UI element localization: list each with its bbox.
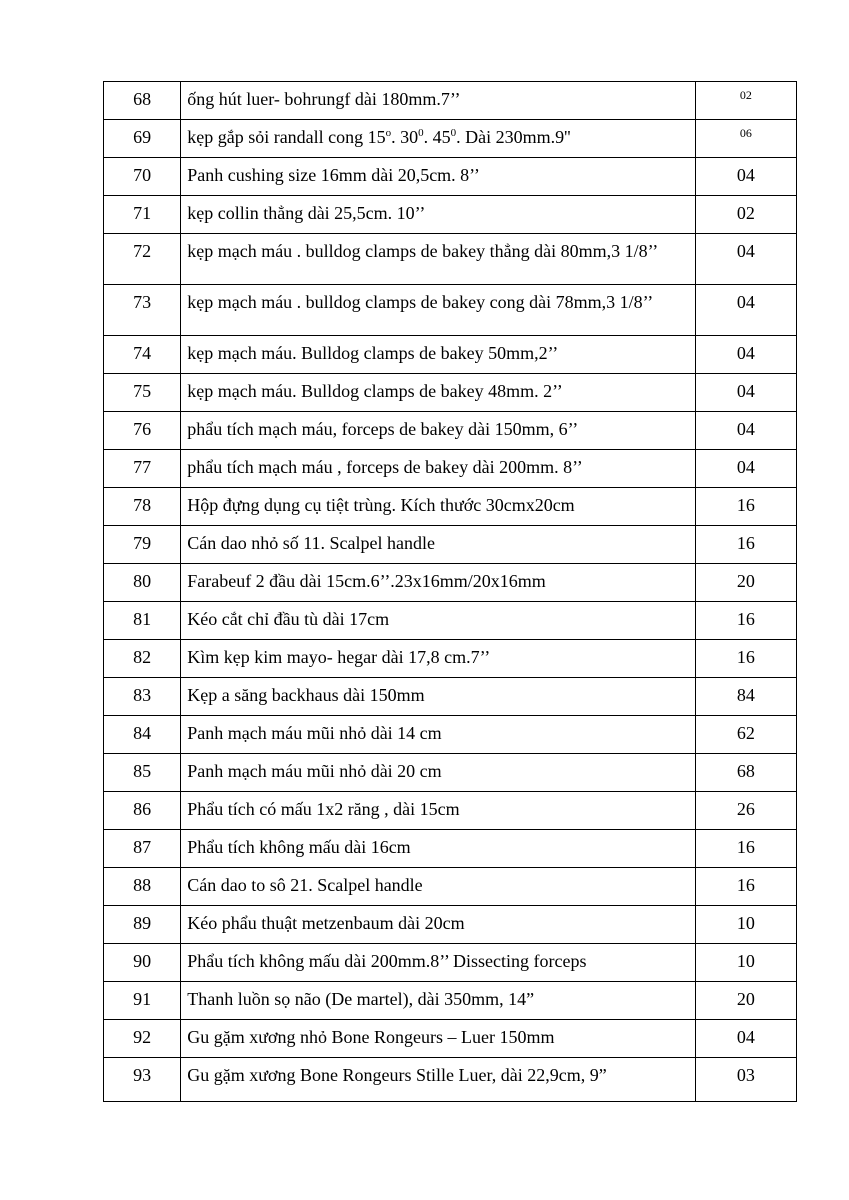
row-number: 69 (104, 120, 181, 158)
table-row (104, 374, 797, 412)
item-description: Panh mạch máu mũi nhỏ dài 20 cm (181, 754, 695, 792)
item-description (181, 120, 695, 158)
item-description: Kìm kẹp kim mayo- hegar dài 17,8 cm.7’’ (181, 640, 695, 678)
item-description: ống hút luer- bohrungf dài 180mm.7’’ (181, 82, 695, 120)
item-quantity: 02 (695, 196, 796, 234)
item-description: Farabeuf 2 đầu dài 15cm.6’’.23x16mm/20x16mm (181, 564, 695, 602)
item-quantity: 02 (695, 82, 796, 120)
row-number: 75 (104, 374, 181, 412)
row-number: 84 (104, 716, 181, 754)
table-row (104, 982, 797, 1020)
row-number: 85 (104, 754, 181, 792)
table-row (104, 336, 797, 374)
degree-mark: 0 (450, 127, 457, 139)
item-description: Panh mạch máu mũi nhỏ dài 14 cm (181, 716, 695, 754)
item-description: Thanh luồn sọ não (De martel), dài 350mm, 14” (181, 982, 695, 1020)
table-row (104, 450, 797, 488)
row-number: 91 (104, 982, 181, 1020)
item-quantity: 16 (695, 640, 796, 678)
row-number: 77 (104, 450, 181, 488)
item-description: kẹp mạch máu . bulldog clamps de bakey cong dài 78mm,3 1/8’’ (181, 285, 695, 336)
degree-mark: 0 (418, 127, 424, 139)
item-quantity: 10 (695, 944, 796, 982)
row-number: 93 (104, 1058, 181, 1102)
degree-mark: o (385, 127, 392, 139)
item-quantity: 16 (695, 602, 796, 640)
row-number: 68 (104, 82, 181, 120)
item-description: Cán dao to sô 21. Scalpel handle (181, 868, 695, 906)
desc-text: . 45 (423, 127, 451, 147)
table-row (104, 678, 797, 716)
table-row (104, 196, 797, 234)
row-number: 78 (104, 488, 181, 526)
row-number: 79 (104, 526, 181, 564)
table-row (104, 526, 797, 564)
desc-text: kẹp gắp sỏi randall cong 15 (187, 127, 386, 147)
row-number: 92 (104, 1020, 181, 1058)
item-quantity: 04 (695, 234, 796, 285)
table-row (104, 285, 797, 336)
row-number: 83 (104, 678, 181, 716)
item-description: kẹp mạch máu. Bulldog clamps de bakey 48mm. 2’’ (181, 374, 695, 412)
table-row (104, 906, 797, 944)
table-row (104, 1020, 797, 1058)
table-row (104, 412, 797, 450)
table-row (104, 120, 797, 158)
row-number: 90 (104, 944, 181, 982)
table-row (104, 564, 797, 602)
item-description: Hộp đựng dụng cụ tiệt trùng. Kích thước 30cmx20cm (181, 488, 695, 526)
table-row (104, 640, 797, 678)
row-number: 88 (104, 868, 181, 906)
table-row (104, 716, 797, 754)
item-description: Cán dao nhỏ số 11. Scalpel handle (181, 526, 695, 564)
item-quantity: 06 (695, 120, 796, 158)
row-number: 87 (104, 830, 181, 868)
item-description: Phẩu tích không mấu dài 200mm.8’’ Dissecting forceps (181, 944, 695, 982)
item-quantity: 26 (695, 792, 796, 830)
item-quantity: 68 (695, 754, 796, 792)
table-row (104, 868, 797, 906)
item-quantity: 04 (695, 412, 796, 450)
item-quantity: 04 (695, 450, 796, 488)
row-number: 74 (104, 336, 181, 374)
table-row (104, 944, 797, 982)
instrument-table (103, 81, 797, 1102)
item-description: phẩu tích mạch máu , forceps de bakey dài 200mm. 8’’ (181, 450, 695, 488)
item-description: Kéo cắt chỉ đầu tù dài 17cm (181, 602, 695, 640)
item-description: Kẹp a săng backhaus dài 150mm (181, 678, 695, 716)
item-description: Gu gặm xương nhỏ Bone Rongeurs – Luer 150mm (181, 1020, 695, 1058)
item-quantity: 03 (695, 1058, 796, 1102)
item-quantity: 16 (695, 526, 796, 564)
item-quantity: 16 (695, 488, 796, 526)
item-quantity: 16 (695, 830, 796, 868)
item-description: kẹp collin thẳng dài 25,5cm. 10’’ (181, 196, 695, 234)
item-quantity: 04 (695, 158, 796, 196)
item-quantity: 04 (695, 336, 796, 374)
table-row (104, 82, 797, 120)
table-row (104, 602, 797, 640)
item-description: Panh cushing size 16mm dài 20,5cm. 8’’ (181, 158, 695, 196)
row-number: 73 (104, 285, 181, 336)
table-row (104, 754, 797, 792)
item-description: Phẩu tích không mấu dài 16cm (181, 830, 695, 868)
row-number: 76 (104, 412, 181, 450)
item-description: Gu gặm xương Bone Rongeurs Stille Luer, dài 22,9cm, 9” (181, 1058, 695, 1102)
item-quantity: 04 (695, 285, 796, 336)
item-quantity: 20 (695, 564, 796, 602)
item-description: kẹp mạch máu . bulldog clamps de bakey thẳng dài 80mm,3 1/8’’ (181, 234, 695, 285)
item-description: Kéo phẩu thuật metzenbaum dài 20cm (181, 906, 695, 944)
item-quantity: 20 (695, 982, 796, 1020)
item-description: Phẩu tích có mấu 1x2 răng , dài 15cm (181, 792, 695, 830)
row-number: 71 (104, 196, 181, 234)
row-number: 80 (104, 564, 181, 602)
row-number: 89 (104, 906, 181, 944)
row-number: 86 (104, 792, 181, 830)
item-description: kẹp mạch máu. Bulldog clamps de bakey 50mm,2’’ (181, 336, 695, 374)
item-quantity: 04 (695, 374, 796, 412)
table-row (104, 234, 797, 285)
row-number: 72 (104, 234, 181, 285)
desc-text: . Dài 230mm.9'' (456, 127, 571, 147)
table-row (104, 1058, 797, 1102)
table-row (104, 158, 797, 196)
table-row (104, 488, 797, 526)
item-description: phẩu tích mạch máu, forceps de bakey dài 150mm, 6’’ (181, 412, 695, 450)
row-number: 70 (104, 158, 181, 196)
item-quantity: 10 (695, 906, 796, 944)
table-row (104, 792, 797, 830)
row-number: 82 (104, 640, 181, 678)
table-row (104, 830, 797, 868)
row-number: 81 (104, 602, 181, 640)
item-quantity: 16 (695, 868, 796, 906)
item-quantity: 04 (695, 1020, 796, 1058)
desc-text: . 30 (391, 127, 419, 147)
item-quantity: 62 (695, 716, 796, 754)
item-quantity: 84 (695, 678, 796, 716)
